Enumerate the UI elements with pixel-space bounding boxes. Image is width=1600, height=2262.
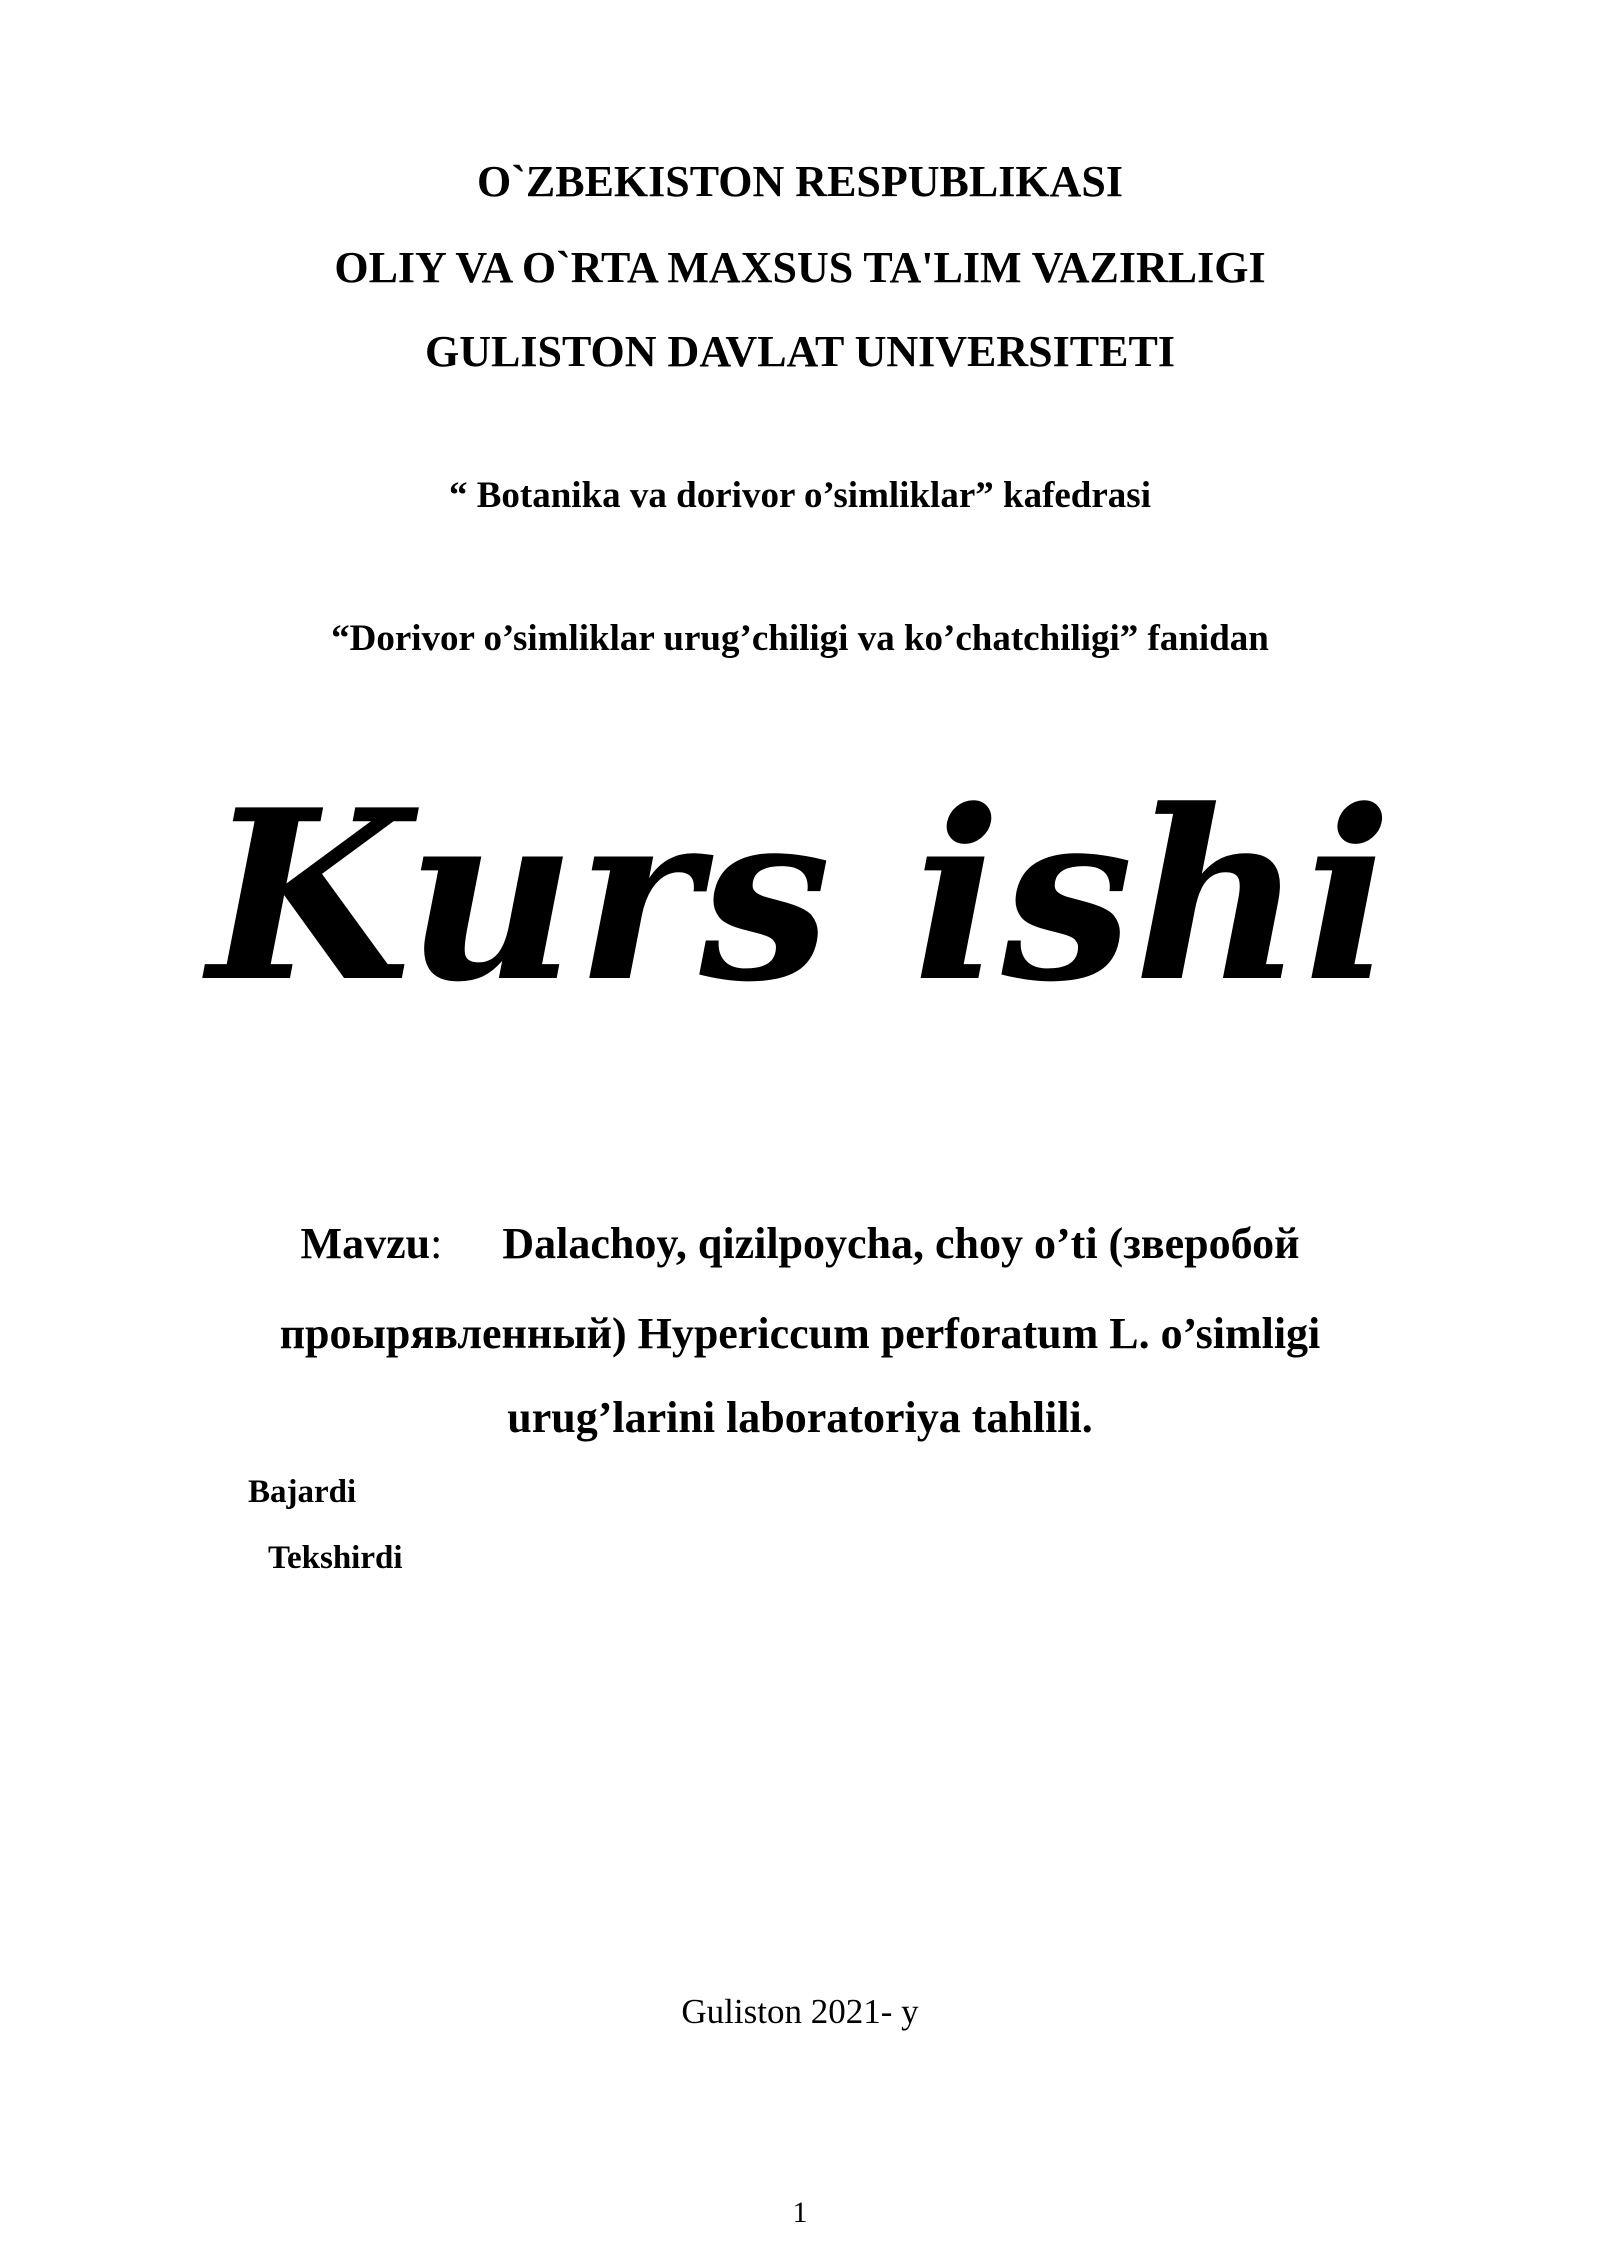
footer-place-year: Guliston 2021- y xyxy=(681,1992,919,2031)
performed-by-label: Bajardi xyxy=(248,1474,357,1510)
document-title: Kurs ishi xyxy=(207,759,1393,1034)
subject-name: “Dorivor o’simliklar urug’chiligi va ko’chatchiligi” fanidan xyxy=(331,618,1269,659)
header-university: GULISTON DAVLAT UNIVERSITETI xyxy=(425,327,1175,376)
topic-line-1 xyxy=(0,1219,1600,1268)
page-number: 1 xyxy=(792,2196,808,2229)
topic-text-1: Dalachoy, qizilpoycha, choy o’ti (зверобой xyxy=(502,1219,1300,1268)
header-ministry: OLIY VA O`RTA MAXSUS TA'LIM VAZIRLIGI xyxy=(334,243,1266,292)
topic-line-3: urug’larini laboratoriya tahlili. xyxy=(507,1393,1093,1442)
department-name: “ Botanika va dorivor o’simliklar” kafedrasi xyxy=(448,475,1151,516)
topic-label: Mavzu xyxy=(300,1219,431,1268)
topic-line-2: проырявленный) Hypericcum perforatum L. o’simligi xyxy=(279,1309,1321,1358)
topic-colon: : xyxy=(430,1219,443,1268)
header-country: O`ZBEKISTON RESPUBLIKASI xyxy=(477,157,1123,206)
checked-by-label: Tekshirdi xyxy=(268,1540,403,1576)
